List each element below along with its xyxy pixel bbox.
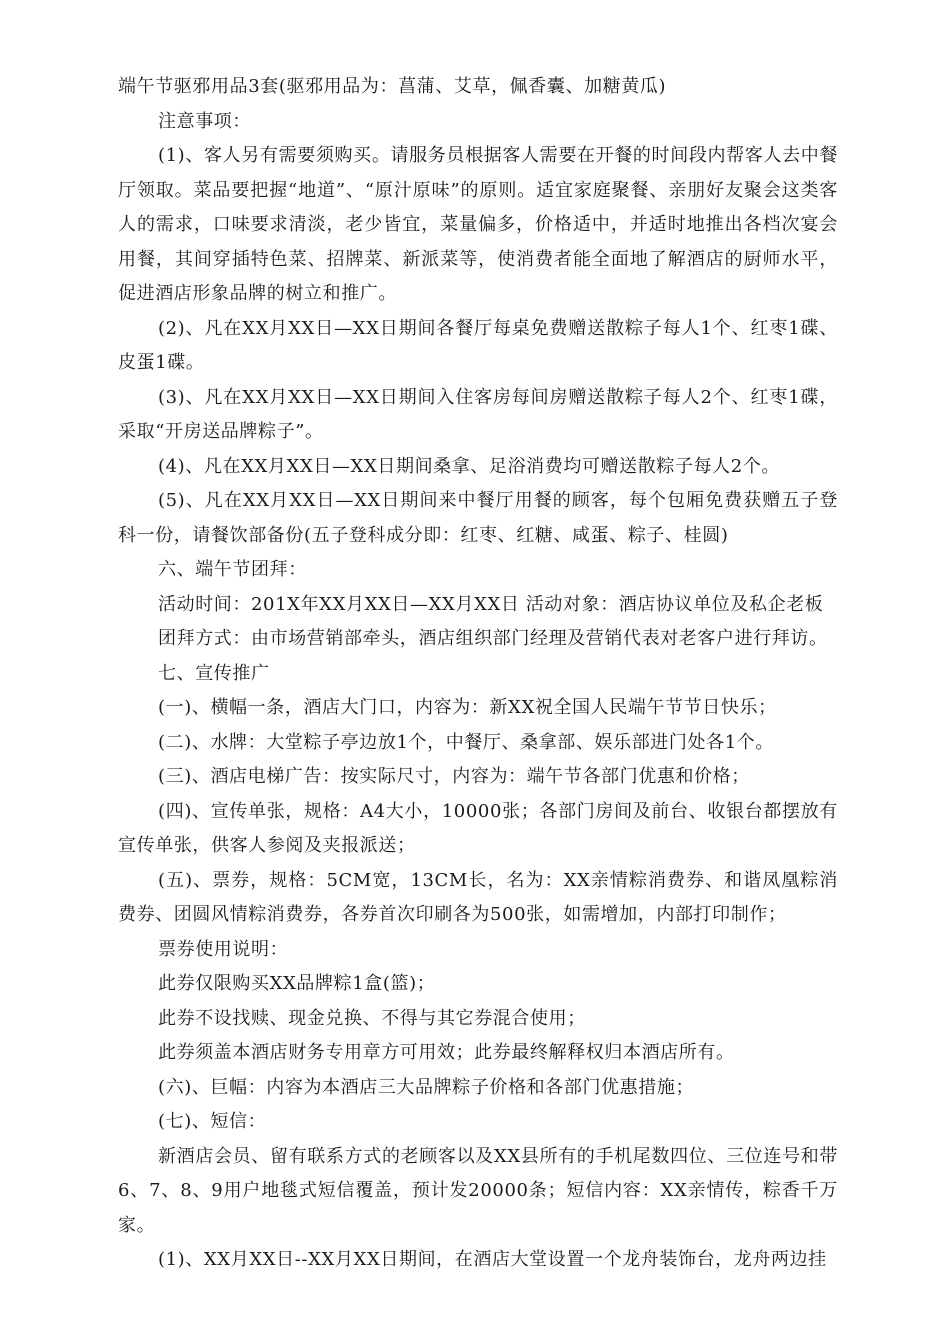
paragraph: 活动时间：201X年XX月XX日—XX月XX日 活动对象：酒店协议单位及私企老板: [158, 593, 824, 615]
paragraph: 此券不设找赎、现金兑换、不得与其它券混合使用；: [158, 1007, 586, 1029]
paragraph: (二)、水牌：大堂粽子亭边放1个，中餐厅、桑拿部、娱乐部进门处各1个。: [158, 731, 774, 753]
paragraph: 此券须盖本酒店财务专用章方可用效；此券最终解释权归本酒店所有。: [158, 1042, 735, 1063]
paragraph: 端午节驱邪用品3套(驱邪用品为：菖蒲、艾草，佩香囊、加糖黄瓜): [118, 76, 667, 97]
paragraph: 票券使用说明：: [158, 938, 289, 960]
paragraph: (3)、凡在XX月XX日—XX日期间入住客房每间房赠送散粽子每人2个、红枣1碟，采取“开房送品牌粽子”。: [118, 386, 838, 442]
paragraph: (一)、横幅一条，酒店大门口，内容为：新XX祝全国人民端午节节日快乐；: [158, 697, 777, 718]
paragraph: 团拜方式：由市场营销部牵头，酒店组织部门经理及营销代表对老客户进行拜访。: [158, 628, 828, 649]
paragraph: (四)、宣传单张，规格：A4大小，10000张；各部门房间及前台、收银台都摆放有宣传单张，供客人参阅及夹报派送；: [118, 800, 838, 856]
paragraph: 新酒店会员、留有联系方式的老顾客以及XX县所有的手机尾数四位、三位连号和带6、7、8、9用户地毯式短信覆盖，预计发20000条；短信内容：XX亲情传，粽香千万家。: [118, 1145, 838, 1236]
paragraph: (2)、凡在XX月XX日—XX日期间各餐厅每桌免费赠送散粽子每人1个、红枣1碟、皮蛋1碟。: [118, 317, 838, 373]
paragraph: (1)、客人另有需要须购买。请服务员根据客人需要在开餐的时间段内帮客人去中餐厅领取。菜品要把握“地道”、“原汁原味”的原则。适宜家庭聚餐、亲朋好友聚会这类客人的需求，口味要求清淡，老少皆宜，菜量偏多，价格适中，并适时地推出各档次宴会用餐，其间穿插特色菜、招牌菜、新派菜等，使消费者能全面地了解酒店的厨师水平，促进酒店形象品牌的树立和推广。: [118, 145, 838, 304]
paragraph: 六、端午节团拜：: [158, 559, 307, 580]
paragraph: 七、宣传推广: [158, 662, 270, 684]
paragraph: 注意事项：: [158, 110, 251, 132]
paragraph: (七)、短信：: [158, 1111, 267, 1132]
paragraph: (1)、XX月XX日--XX月XX日期间，在酒店大堂设置一个龙舟装饰台，龙舟两边挂: [158, 1249, 827, 1270]
paragraph: (4)、凡在XX月XX日—XX日期间桑拿、足浴消费均可赠送散粽子每人2个。: [158, 455, 781, 477]
paragraph: 此券仅限购买XX品牌粽1盒(篮)；: [158, 973, 436, 994]
document-body: [118, 70, 838, 1278]
paragraph: (5)、凡在XX月XX日—XX日期间来中餐厅用餐的顾客，每个包厢免费获赠五子登科一份，请餐饮部备份(五子登科成分即：红枣、红糖、咸蛋、粽子、桂圆): [118, 490, 838, 546]
paragraph: (五)、票券，规格：5CM宽，13CM长，名为：XX亲情粽消费券、和谐凤凰粽消费券、团圆风情粽消费券，各券首次印刷各为500张，如需增加，内部打印制作；: [118, 869, 838, 925]
paragraph: (六)、巨幅：内容为本酒店三大品牌粽子价格和各部门优惠措施；: [158, 1076, 695, 1098]
paragraph: (三)、酒店电梯广告：按实际尺寸，内容为：端午节各部门优惠和价格；: [158, 766, 750, 787]
